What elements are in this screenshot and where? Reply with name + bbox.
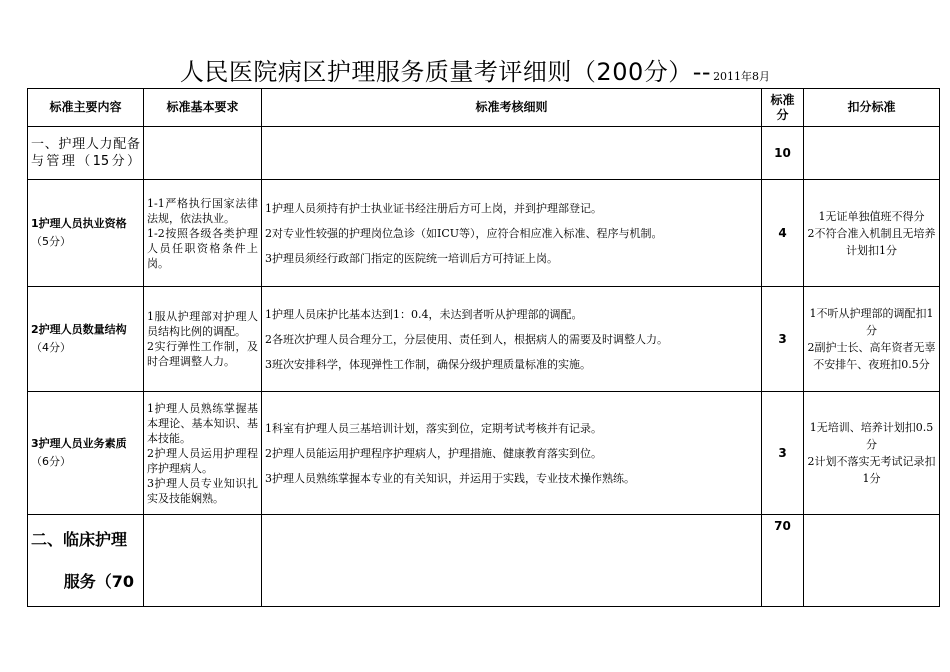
- deduction-line: 2计划不落实无考试记录扣1分: [807, 455, 936, 485]
- section-1-score: 10: [762, 127, 804, 180]
- detail-line: 2护理人员能运用护理程序护理病人，护理措施、健康教育落实到位。: [265, 446, 602, 460]
- item-score: 4: [762, 180, 804, 287]
- requirement-line: 2护理人员运用护理程序护理病人。: [147, 446, 258, 475]
- section-2-empty-deduction: [804, 515, 940, 607]
- header-row: [28, 89, 940, 127]
- title-date: 2011年8月: [713, 70, 771, 83]
- section-2-empty-req: [144, 515, 262, 607]
- detail-line: 1科室有护理人员三基培训计划，落实到位，定期考试考核并有记录。: [265, 421, 602, 435]
- section-2-empty-detail: [262, 515, 762, 607]
- detail-line: 1护理人员须持有护士执业证书经注册后方可上岗，并到护理部登记。: [265, 201, 602, 215]
- requirement-line: 1服从护理部对护理人员结构比例的调配。: [147, 310, 258, 338]
- section-2-title: [28, 515, 144, 607]
- section-1-empty-deduction: [804, 127, 940, 180]
- section-2-title-line2: 服务（70: [63, 571, 134, 591]
- deduction-line: 1不听从护理部的调配扣1分: [809, 307, 934, 337]
- requirement-line: 1护理人员熟练掌握基本理论、基本知识、基本技能。: [147, 401, 258, 445]
- requirement-line: 1-1严格执行国家法律法规，依法执业。: [147, 196, 258, 225]
- detail-line: 3班次安排科学，体现弹性工作制，确保分级护理质量标准的实施。: [265, 357, 591, 371]
- item-requirements: [144, 180, 262, 287]
- item-details: [262, 287, 762, 392]
- deduction-line: 1无培训、培养计划扣0.5分: [809, 421, 934, 451]
- section-1-empty-detail: [262, 127, 762, 180]
- header-deduction-standard: 扣分标准: [804, 89, 940, 127]
- header-assessment-details: 标准考核细则: [262, 89, 762, 127]
- section-row-1: [28, 127, 940, 180]
- item-score: 3: [762, 287, 804, 392]
- item-score: 3: [762, 392, 804, 515]
- requirement-line: 2实行弹性工作制，及时合理调整人力。: [147, 340, 258, 368]
- item-requirements: [144, 392, 262, 515]
- requirement-line: 1-2按照各级各类护理人员任职资格条件上岗。: [147, 226, 258, 270]
- item-requirements: [144, 287, 262, 392]
- item-title: 3护理人员业务素质 （6分）: [28, 392, 144, 515]
- section-1-empty-req: [144, 127, 262, 180]
- document-title: [0, 52, 950, 87]
- detail-line: 2各班次护理人员合理分工，分层使用、责任到人，根据病人的需要及时调整人力。: [265, 332, 668, 346]
- detail-line: 3护理人员熟练掌握本专业的有关知识，并运用于实践，专业技术操作熟练。: [265, 471, 635, 485]
- requirement-line: 3护理人员专业知识扎实及技能娴熟。: [147, 476, 258, 505]
- section-2-score: 70: [762, 515, 804, 607]
- header-basic-requirements: 标准基本要求: [144, 89, 262, 127]
- header-standard-score: 标准分: [762, 89, 804, 127]
- detail-line: 2对专业性较强的护理岗位急诊（如ICU等），应符合相应准入标准、程序与机制。: [265, 226, 663, 240]
- deduction-line: 1无证单独值班不得分: [818, 209, 925, 223]
- item-deductions: [804, 392, 940, 515]
- item-title: 1护理人员执业资格 （5分）: [28, 180, 144, 287]
- item-details: [262, 392, 762, 515]
- item-deductions: [804, 287, 940, 392]
- header-main-content: 标准主要内容: [28, 89, 144, 127]
- section-1-title: 一、护理人力配备与管理（15分）: [28, 127, 144, 180]
- item-deductions: [804, 180, 940, 287]
- table-row: [28, 287, 940, 392]
- section-row-2: [28, 515, 940, 607]
- detail-line: 1护理人员床护比基本达到1：0.4，未达到者听从护理部的调配。: [265, 307, 583, 321]
- deduction-line: 2副护士长、高年资者无辜不安排午、夜班扣0.5分: [807, 341, 936, 371]
- evaluation-table: [27, 88, 940, 607]
- table-row: [28, 180, 940, 287]
- table-row: [28, 392, 940, 515]
- item-title: 2护理人员数量结构 （4分）: [28, 287, 144, 392]
- title-text: 人民医院病区护理服务质量考评细则（200分）--: [179, 58, 712, 86]
- section-2-title-line1: 二、临床护理: [31, 529, 128, 549]
- detail-line: 3护理员须经行政部门指定的医院统一培训后方可持证上岗。: [265, 251, 558, 265]
- item-details: [262, 180, 762, 287]
- deduction-line: 2不符合准入机制且无培养计划扣1分: [807, 226, 936, 257]
